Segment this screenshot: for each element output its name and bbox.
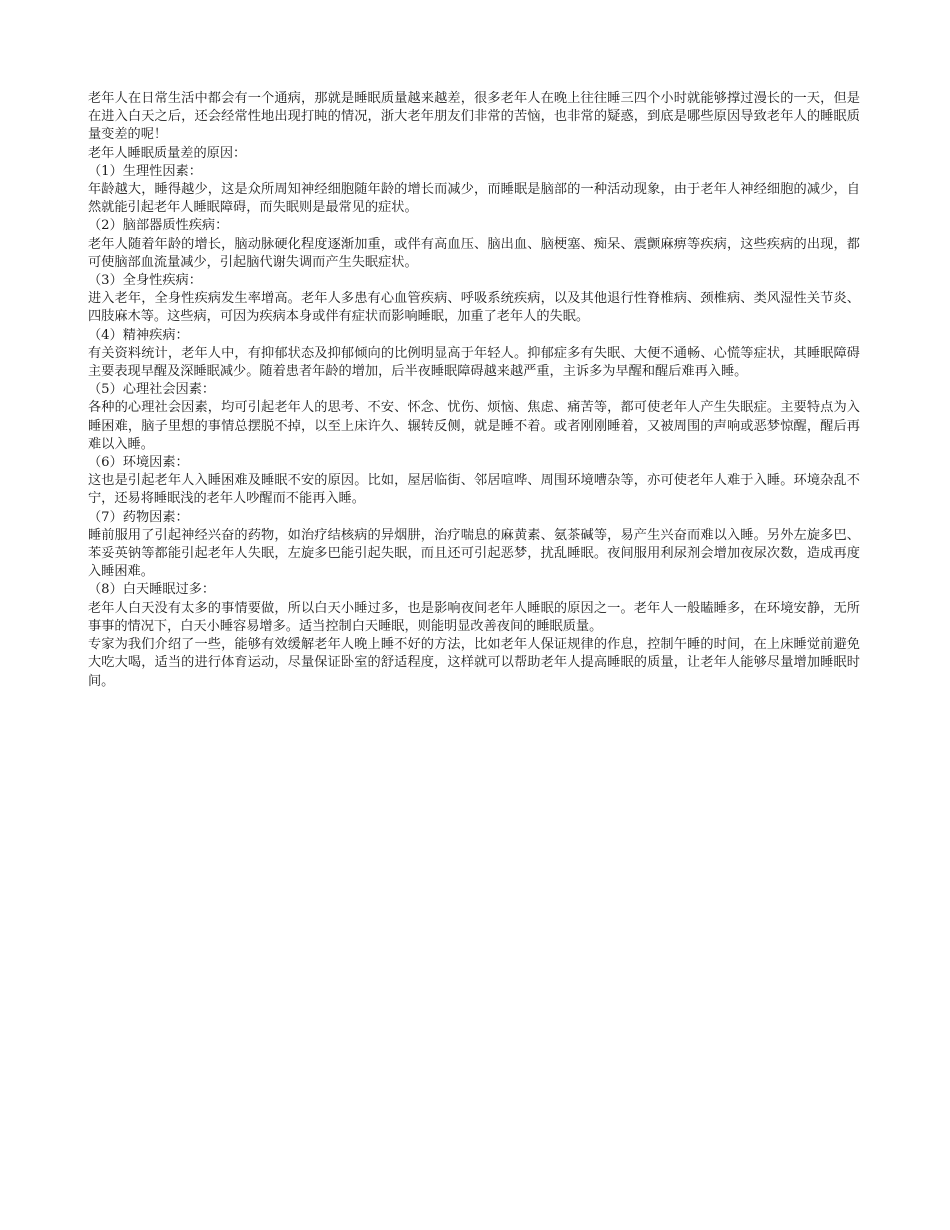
conclusion-paragraph: 专家为我们介绍了一些，能够有效缓解老年人晚上睡不好的方法，比如老年人保证规律的作息，控制午睡的时间，在上床睡觉前避免大吃大喝，适当的进行体育运动，尽量保证卧室的舒适程度，这样就可以帮助老年人提高睡眠的质量，让老年人能够尽量增加睡眠时间。 xyxy=(88,637,860,689)
section-body-1: 年龄越大，睡得越少，这是众所周知神经细胞随年龄的增长而减少，而睡眠是脑部的一种活动现象，由于老年人神经细胞的减少，自然就能引起老年人睡眠障碍，而失眠则是最常见的症状。 xyxy=(88,182,860,216)
section-body-4: 有关资料统计，老年人中，有抑郁状态及抑郁倾向的比例明显高于年轻人。抑郁症多有失眠、大便不通畅、心慌等症状，其睡眠障碍主要表现早醒及深睡眠减少。随着患者年龄的增加，后半夜睡眠障碍越来越严重，主诉多为早醒和醒后难再入睡。 xyxy=(88,345,860,380)
section-heading-5: （5）心理社会因素： xyxy=(88,382,216,398)
section-body-8: 老年人白天没有太多的事情要做，所以白天小睡过多，也是影响夜间老年人睡眠的原因之一。老年人一般瞌睡多，在环境安静，无所事事的情况下，白天小睡容易增多。适当控制白天睡眠，则能明显改善夜间的睡眠质量。 xyxy=(88,600,860,634)
section-body-5: 各种的心理社会因素，均可引起老年人的思考、不安、怀念、忧伤、烦恼、焦虑、痛苦等，都可使老年人产生失眠症。主要特点为入睡困难，脑子里想的事情总摆脱不掉，以至上床许久、辗转反侧，就是睡不着。或者刚刚睡着，又被周围的声响或恶梦惊醒，醒后再难以入睡。 xyxy=(88,400,860,452)
document-body xyxy=(88,90,860,691)
section-heading-4: （4）精神疾病： xyxy=(88,327,189,343)
section-body-7: 睡前服用了引起神经兴奋的药物，如治疗结核病的异烟肼，治疗喘息的麻黄素、氨茶碱等，易产生兴奋而难以入睡。另外左旋多巴、苯妥英钠等都能引起老年人失眠，左旋多巴能引起失眠，而且还可引起恶梦，扰乱睡眠。夜间服用利尿剂会增加夜尿次数，造成再度入睡困难。 xyxy=(88,527,860,580)
section-heading-2: （2）脑部器质性疾病： xyxy=(88,218,229,234)
section-body-2: 老年人随着年龄的增长，脑动脉硬化程度逐渐加重，或伴有高血压、脑出血、脑梗塞、痴呆、震颤麻痹等疾病，这些疾病的出现，都可使脑部血流量减少，引起脑代谢失调而产生失眠症状。 xyxy=(88,236,860,270)
section-heading-7: （7）药物因素： xyxy=(88,509,189,525)
section-heading-1: （1）生理性因素： xyxy=(88,163,202,179)
causes-title: 老年人睡眠质量差的原因： xyxy=(88,145,247,161)
section-body-6: 这也是引起老年人入睡困难及睡眠不安的原因。比如，屋居临街、邻居喧哗、周围环境嘈杂等，亦可使老年人难于入睡。环境杂乱不宁，还易将睡眠浅的老年人吵醒而不能再入睡。 xyxy=(88,473,860,507)
section-body-3: 进入老年，全身性疾病发生率增高。老年人多患有心血管疾病、呼吸系统疾病，以及其他退行性脊椎病、颈椎病、类风湿性关节炎、四肢麻木等。这些病，可因为疾病本身或伴有症状而影响睡眠，加重了老年人的失眠。 xyxy=(88,291,860,325)
intro-paragraph: 老年人在日常生活中都会有一个通病，那就是睡眠质量越来越差，很多老年人在晚上往往睡三四个小时就能够撑过漫长的一天，但是在进入白天之后，还会经常性地出现打盹的情况，浙大老年朋友们非常的苦恼，也非常的疑惑，到底是哪些原因导致老年人的睡眠质量变差的呢！ xyxy=(88,91,860,143)
section-heading-8: （8）白天睡眠过多： xyxy=(88,582,216,598)
section-heading-6: （6）环境因素： xyxy=(88,455,189,471)
section-heading-3: （3）全身性疾病： xyxy=(88,273,202,289)
